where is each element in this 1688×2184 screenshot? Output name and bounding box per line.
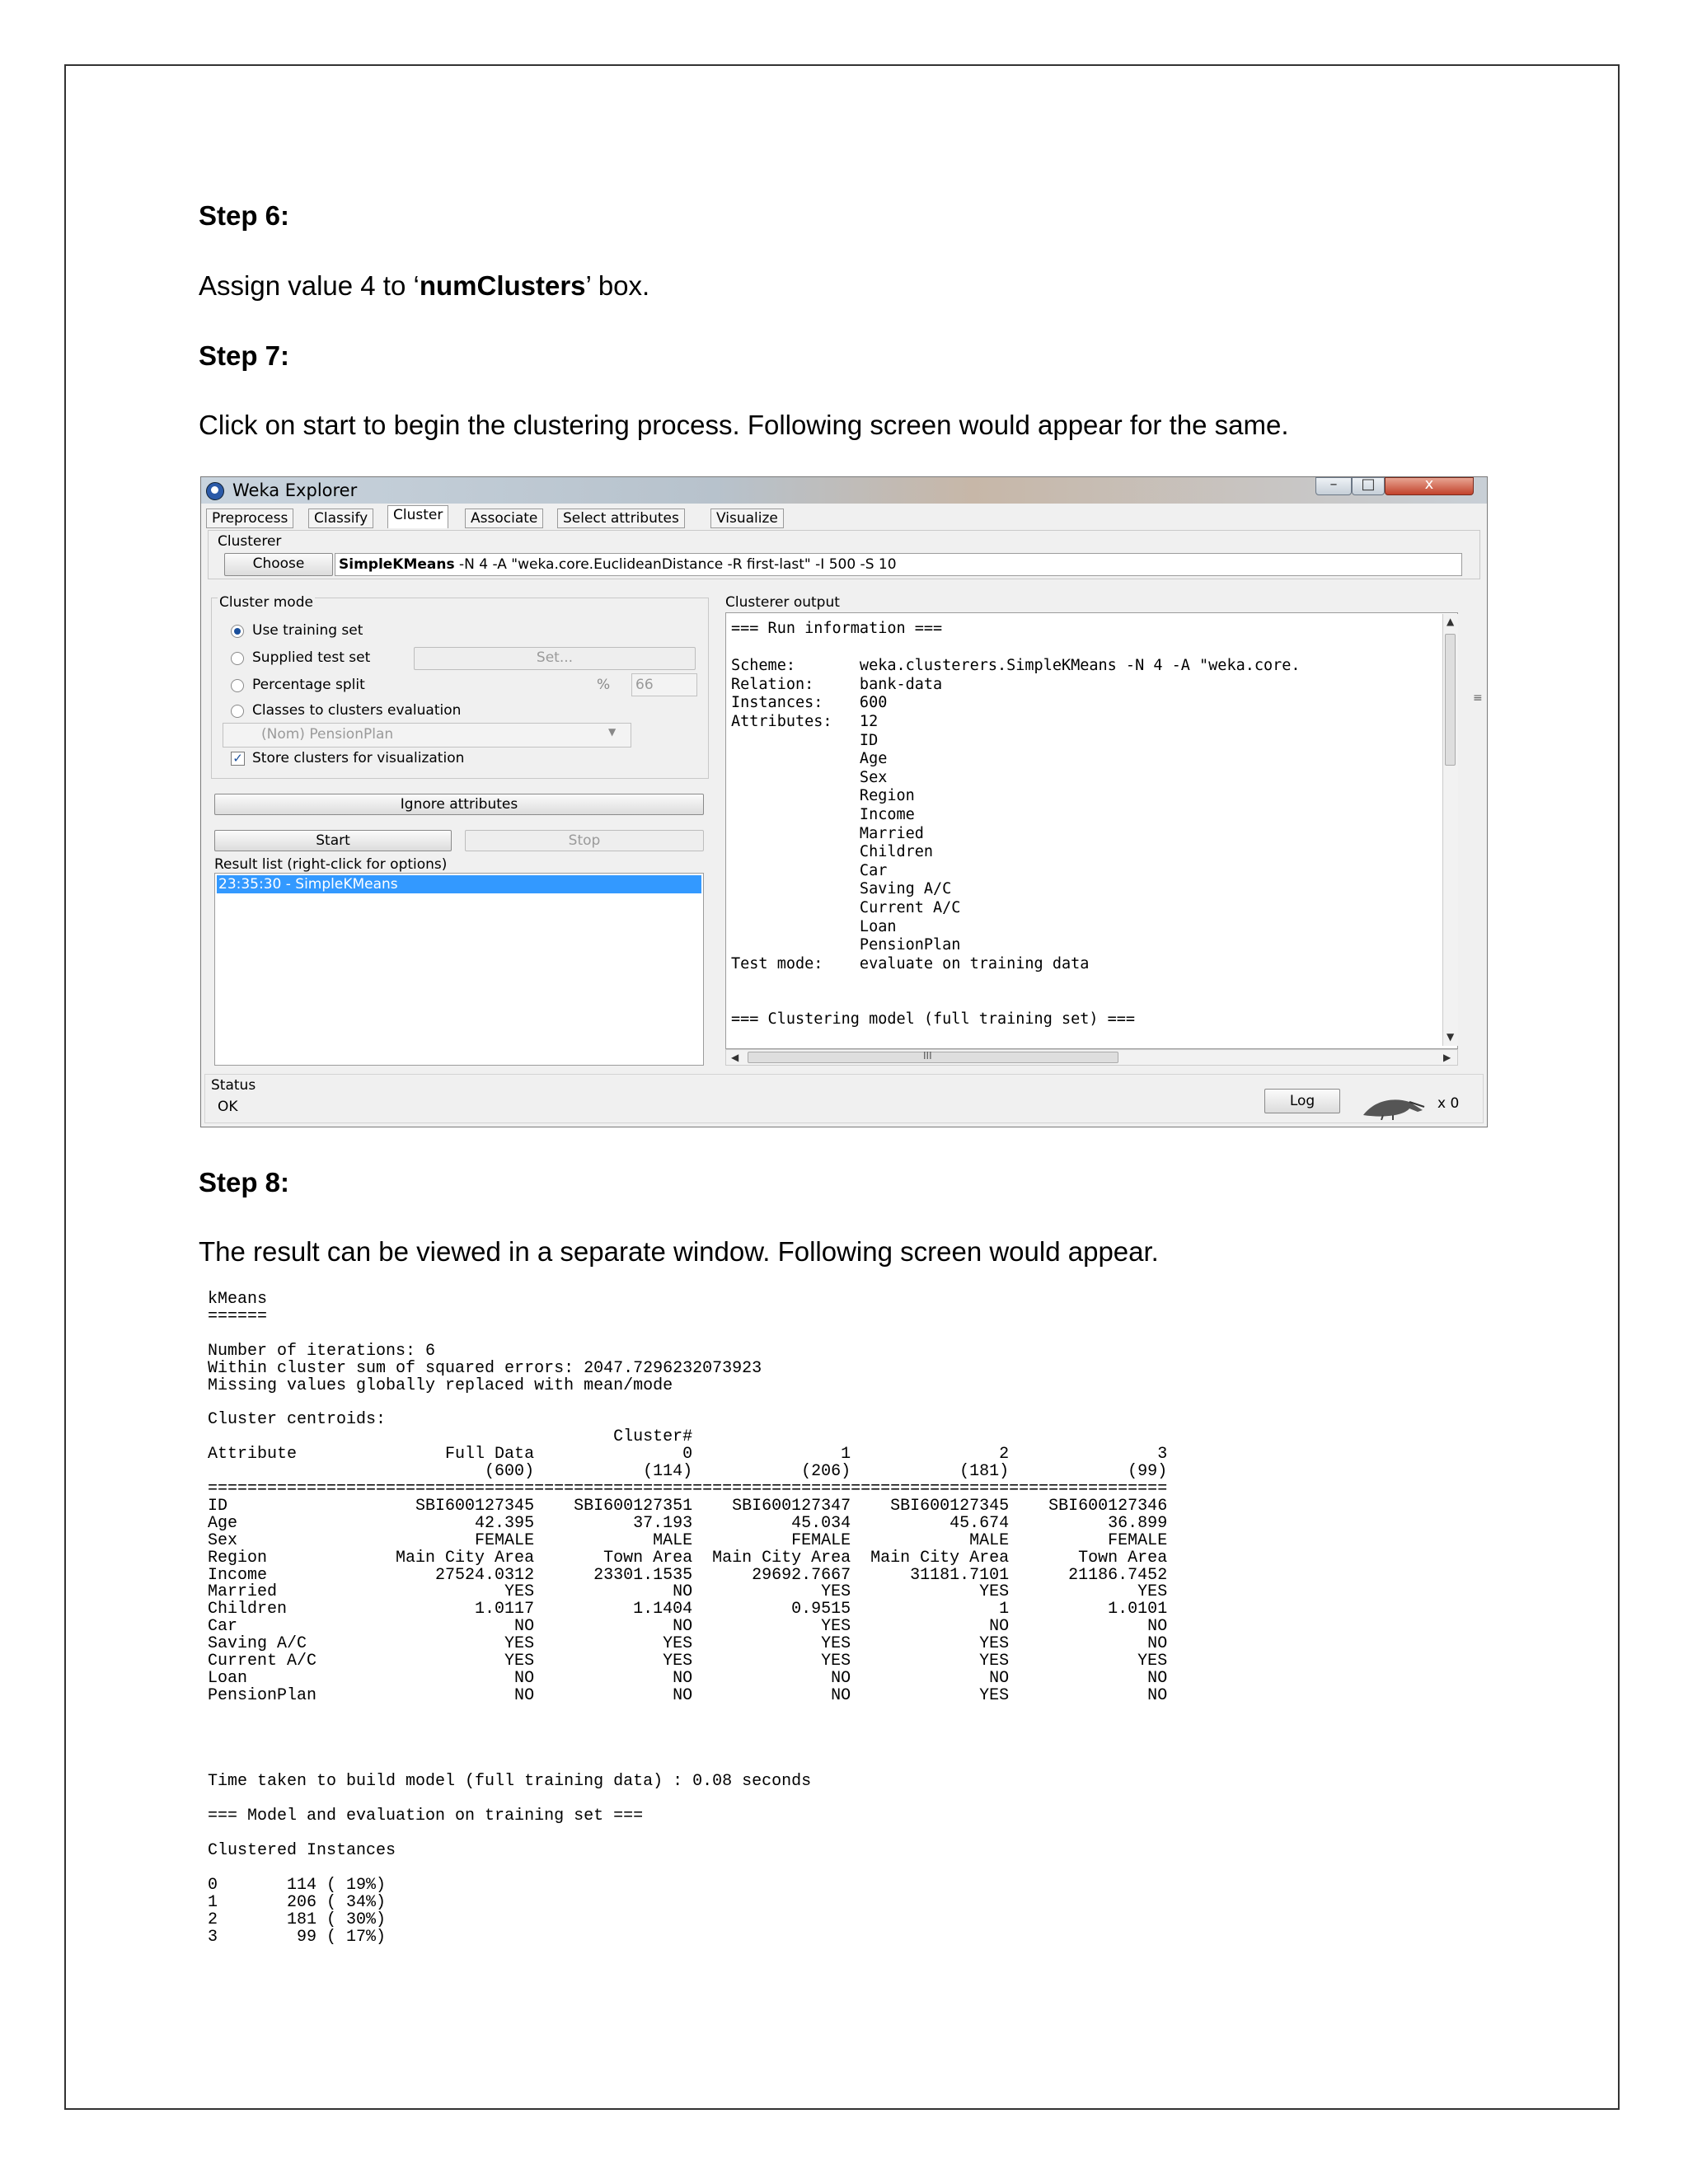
percent-sign: % (597, 677, 611, 693)
minimize-icon: – (1329, 476, 1338, 493)
store-clusters-label: Store clusters for visualization (252, 750, 465, 766)
clusterer-config-field[interactable] (335, 553, 1462, 576)
log-button[interactable]: Log (1264, 1089, 1340, 1113)
weka-app-icon (206, 482, 224, 500)
clusterer-output-text: === Run information === Scheme: weka.clusterers.SimpleKMeans -N 4 -A "weka.core. Relation: bank-data Instances: 600 Attributes: 12 ID Age Sex Region Income Married Children Car Saving A/C Current A/C Loan PensionPlan Test mode: evaluate on training data === Clustering model (full training set) === (731, 620, 1301, 1029)
step6-text-post: ’ box. (585, 270, 650, 301)
clusterer-output-label: Clusterer output (725, 594, 840, 611)
result-list[interactable] (214, 873, 704, 1066)
supplied-test-set-radio[interactable] (231, 652, 244, 665)
kmeans-result-output: kMeans ====== Number of iterations: 6 Within cluster sum of squared errors: 2047.7296232073923 Missing values globally replaced with mean/mode Cluster centroids: Cluster# Attribute Full Data 0 1 2 3 (600) (114) (206) (181) (99) ================================================================================================= ID SBI600127345 SBI600127351 SBI600127347 SBI600127345 SBI600127346 Age 42.395 37.193 45.034 45.674 36.899 Sex FEMALE MALE FEMALE MALE FEMALE Region Main City Area Town Area Main City Area Main City Area Town Area Income 27524.0312 23301.1535 29692.7667 31181.7101 21186.7452 Married YES NO YES YES YES Children 1.0117 1.1404 0.9515 1 1.0101 Car NO NO YES NO NO Saving A/C YES YES YES YES NO Current A/C YES YES YES YES YES Loan NO NO NO NO NO PensionPlan NO NO NO YES NO Time taken to build model (full training data) : 0.08 seconds === Model and evaluation on training set === Clustered Instances 0 114 ( 19%) 1 206 ( 34%) 2 181 ( 30%) 3 99 ( 17%) (208, 1290, 1168, 1947)
maximize-icon: □ (1361, 476, 1376, 493)
tab-visualize[interactable]: Visualize (710, 509, 784, 528)
percentage-split-label: Percentage split (252, 677, 365, 693)
weka-explorer-window (200, 476, 1488, 1127)
set-button[interactable]: Set... (414, 647, 696, 670)
cluster-mode-label: Cluster mode (219, 594, 313, 611)
start-button[interactable]: Start (214, 830, 452, 851)
tab-classify[interactable]: Classify (308, 509, 373, 528)
classes-to-clusters-label: Classes to clusters evaluation (252, 702, 462, 719)
scroll-up-icon[interactable]: ▲ (1447, 616, 1455, 627)
horizontal-thumb-grip: III (923, 1050, 932, 1062)
result-list-item[interactable]: 23:35:30 - SimpleKMeans (217, 875, 701, 893)
use-training-set-label: Use training set (252, 622, 363, 639)
clusterer-label: Clusterer (218, 533, 282, 550)
scroll-right-icon[interactable]: ▶ (1443, 1052, 1451, 1063)
tab-associate[interactable]: Associate (465, 509, 543, 528)
result-list-label: Result list (right-click for options) (214, 856, 448, 873)
ignore-attributes-button[interactable]: Ignore attributes (214, 794, 704, 815)
step6-text (199, 270, 649, 302)
output-horizontal-scrollbar[interactable] (725, 1049, 1458, 1066)
stop-button[interactable]: Stop (465, 830, 704, 851)
chevron-down-icon: ▼ (608, 726, 617, 738)
use-training-set-radio[interactable] (231, 625, 244, 638)
output-vertical-scrollbar[interactable] (1442, 614, 1483, 1046)
close-icon: x (1424, 476, 1434, 493)
tab-cluster[interactable]: Cluster (387, 505, 448, 528)
close-button[interactable] (1385, 477, 1474, 495)
step6-text-pre: Assign value 4 to ‘ (199, 270, 420, 301)
weka-bird-icon (1360, 1092, 1426, 1120)
choose-button[interactable]: Choose (224, 553, 333, 576)
scroll-left-icon[interactable]: ◀ (731, 1052, 739, 1063)
supplied-test-set-label: Supplied test set (252, 649, 371, 666)
step6-heading: Step 6: (199, 200, 290, 231)
scroll-down-icon[interactable]: ▼ (1447, 1031, 1455, 1043)
task-count: x 0 (1437, 1095, 1460, 1112)
status-text: OK (218, 1099, 238, 1115)
clusterer-name: SimpleKMeans (339, 556, 455, 573)
step7-heading: Step 7: (199, 340, 290, 371)
step7-text: Click on start to begin the clustering process. Following screen would appear for the same. (199, 410, 1289, 440)
clusterer-options: -N 4 -A "weka.core.EuclideanDistance -R first-last" -I 500 -S 10 (454, 556, 897, 573)
numclusters-term: numClusters (419, 270, 586, 301)
minimize-button[interactable] (1315, 477, 1352, 495)
step8-heading: Step 8: (199, 1167, 290, 1197)
classes-to-clusters-radio[interactable] (231, 705, 244, 718)
percentage-split-input[interactable]: 66 (631, 673, 697, 696)
tab-preprocess[interactable]: Preprocess (206, 509, 293, 528)
window-title: Weka Explorer (232, 480, 358, 500)
status-label: Status (211, 1077, 256, 1094)
class-attribute-select[interactable]: (Nom) PensionPlan (223, 723, 631, 748)
percentage-split-radio[interactable] (231, 679, 244, 692)
title-bar[interactable] (201, 477, 1487, 504)
store-clusters-checkbox[interactable]: ✓ (231, 752, 245, 766)
step8-text: The result can be viewed in a separate window. Following screen would appear. (199, 1236, 1159, 1267)
tab-select-attributes[interactable]: Select attributes (557, 509, 685, 528)
horizontal-scroll-thumb[interactable] (748, 1052, 1118, 1063)
clusterer-output-area[interactable] (725, 612, 1458, 1049)
maximize-button[interactable] (1352, 477, 1385, 495)
vertical-scroll-thumb[interactable] (1445, 634, 1456, 766)
grip-icon: ≡ (1473, 691, 1483, 705)
